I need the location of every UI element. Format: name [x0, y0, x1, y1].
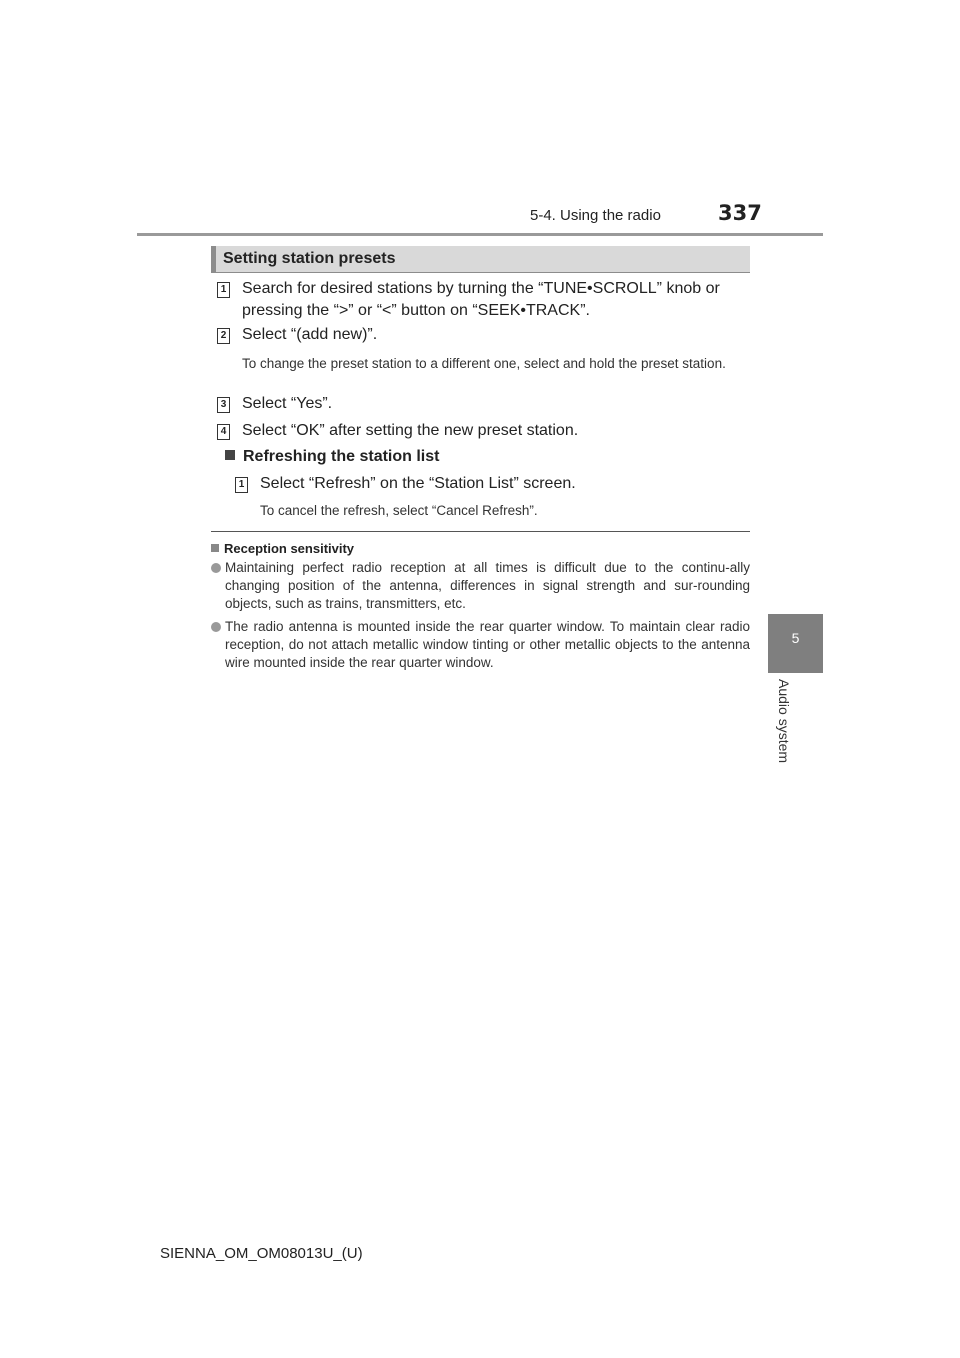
step-text: Select “Yes”. — [242, 395, 333, 412]
chapter-label-container — [774, 679, 794, 779]
reception-heading — [211, 541, 354, 556]
step-badge: 2 — [217, 328, 230, 344]
circle-bullet-icon — [211, 622, 221, 632]
subsection-title: Refreshing the station list — [243, 448, 440, 465]
bullet-item — [211, 618, 750, 672]
header-section-title: 5-4. Using the radio — [530, 207, 661, 224]
step-text: Select “OK” after setting the new preset station. — [242, 422, 579, 439]
step-badge: 4 — [217, 424, 230, 440]
step-badge: 3 — [217, 397, 230, 413]
section-divider — [211, 531, 750, 532]
step-text: Select “(add new)”. — [242, 326, 378, 343]
step-badge: 1 — [217, 282, 230, 298]
section-title-underline — [211, 272, 750, 273]
step-text: Select “Refresh” on the “Station List” screen. — [260, 475, 576, 492]
square-bullet-icon — [211, 544, 219, 552]
step-note: To cancel the refresh, select “Cancel Refresh”. — [260, 503, 538, 518]
bullet-text: The radio antenna is mounted inside the rear quarter window. To maintain clear radio reception, do not attach metallic window tinting or other metallic objects to the antenna wire mounted inside the rear quarter window. — [225, 619, 750, 670]
bullet-text: Maintaining perfect radio reception at all times is difficult due to the continu-ally changing position of the antenna, differences in signal strength and sur-rounding objects, such as trains, transmitters, etc. — [225, 560, 750, 611]
step-note: To change the preset station to a different one, select and hold the preset station. — [242, 356, 726, 371]
bullet-item — [211, 559, 750, 613]
chapter-label: Audio system — [776, 679, 792, 764]
subsection-heading — [225, 448, 439, 466]
header-rule — [137, 233, 823, 236]
square-bullet-icon — [225, 450, 235, 460]
chapter-number: 5 — [791, 630, 800, 646]
section-title: Setting station presets — [223, 250, 396, 267]
reception-title: Reception sensitivity — [224, 541, 355, 556]
document-id: SIENNA_OM_OM08013U_(U) — [160, 1245, 363, 1262]
circle-bullet-icon — [211, 563, 221, 573]
step-text-continued: pressing the “>” or “<” button on “SEEK•TRACK”. — [242, 302, 590, 319]
step-badge: 1 — [235, 477, 248, 493]
step-text: Search for desired stations by turning the “TUNE•SCROLL” knob or — [242, 280, 720, 297]
page-number: 337 — [718, 201, 762, 225]
